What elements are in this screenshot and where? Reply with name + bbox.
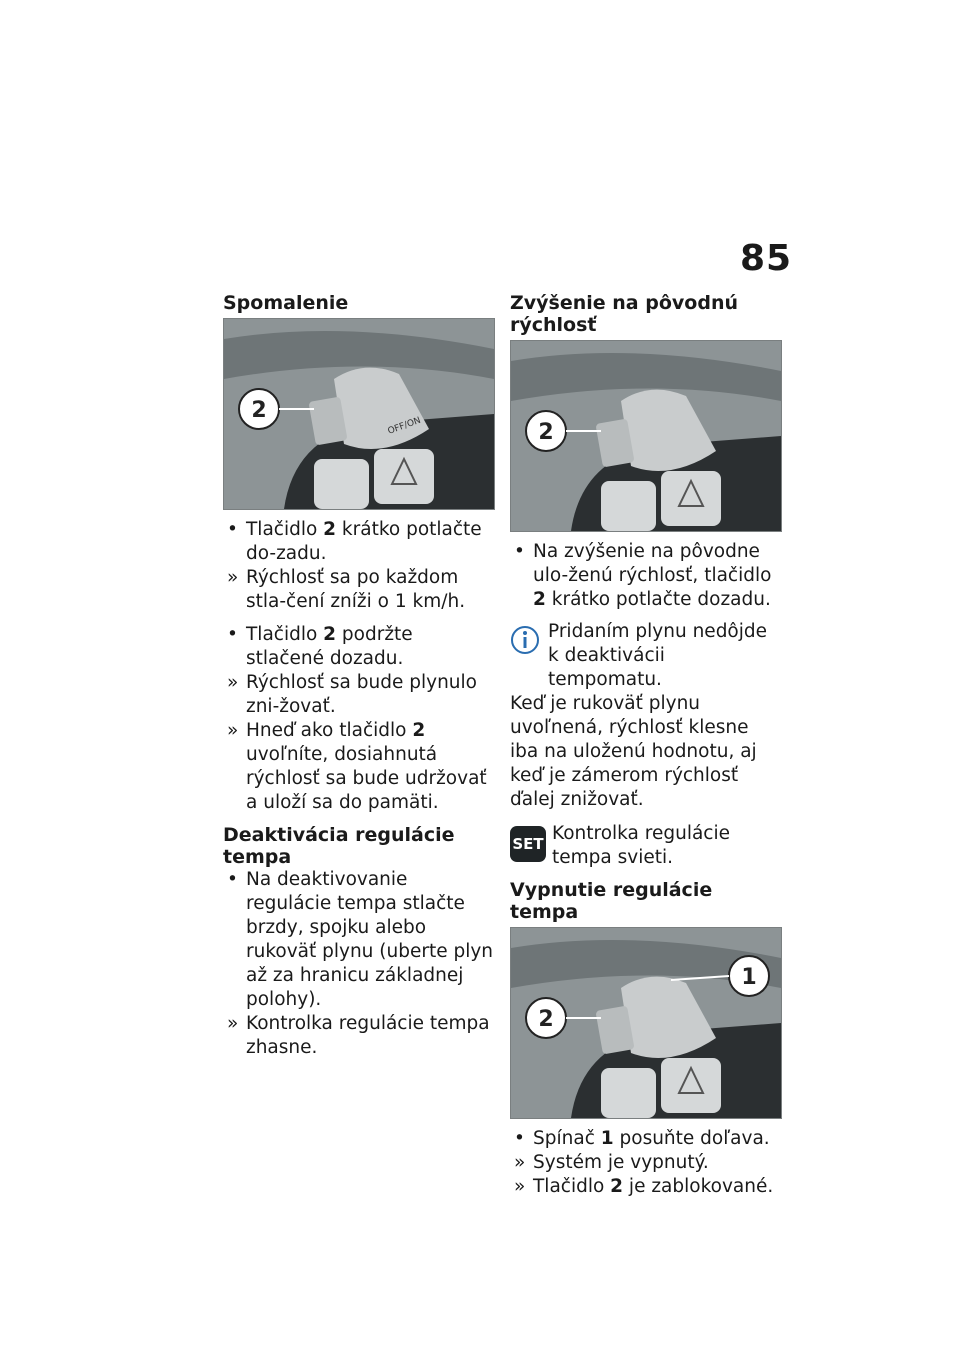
callout-1: 1 xyxy=(741,965,757,990)
page-number: 85 xyxy=(740,238,793,279)
callout-2: 2 xyxy=(538,1007,554,1032)
list-item: » Kontrolka regulácie tempa zhasne. xyxy=(227,1013,490,1058)
set-indicator-note xyxy=(510,822,782,870)
list-item: » Systém je vypnutý. xyxy=(514,1152,709,1173)
note-first: Pridaním plynu nedôjde k deaktivácii tempomatu. xyxy=(548,621,768,690)
list-item: » Hneď ako tlačidlo 2 uvoľníte, dosiahnutá rýchlosť sa bude udržovať a uloží sa do pamäti. xyxy=(227,720,487,813)
section-title-vypnutie: Vypnutie regulácie tempa xyxy=(510,879,713,923)
handlebar-figure-3 xyxy=(510,927,782,1119)
section-title-deaktivacia: Deaktivácia regulácie tempa xyxy=(223,824,455,868)
section-title-spomalenie: Spomalenie xyxy=(223,292,349,314)
list-item: • Na zvýšenie na pôvodne ulo-ženú rýchlosť, tlačidlo 2 krátko potlačte dozadu. xyxy=(514,541,772,610)
handlebar-figure-1 xyxy=(223,318,495,510)
info-note xyxy=(510,620,782,812)
switch-label: OFF/ON xyxy=(386,415,423,437)
info-icon xyxy=(510,622,540,665)
note-rest: Keď je rukoväť plynu uvoľnená, rýchlosť klesne iba na uloženú hodnotu, aj keď je zámerom rýchlosť ďalej znižovať. xyxy=(510,693,757,810)
list-item: » Rýchlosť sa bude plynulo zni-žovať. xyxy=(227,672,477,717)
list-item: • Spínač 1 posuňte doľava. xyxy=(514,1128,770,1149)
callout-2: 2 xyxy=(538,420,554,445)
list-item: • Na deaktivovanie regulácie tempa stlačte brzdy, spojku alebo rukoväť plynu (uberte plyn až za hranicu základnej polohy). xyxy=(227,869,494,1010)
section-title-zvysenie: Zvýšenie na pôvodnú rýchlosť xyxy=(510,292,738,336)
list-item: » Tlačidlo 2 je zablokované. xyxy=(514,1176,774,1197)
set-note: Kontrolka regulácie tempa svieti. xyxy=(552,823,730,868)
handlebar-figure-2 xyxy=(510,340,782,532)
list-item: » Rýchlosť sa po každom stla-čení zníži o 1 km/h. xyxy=(227,567,466,612)
callout-2: 2 xyxy=(251,398,267,423)
list-item: • Tlačidlo 2 podržte stlačené dozadu. xyxy=(227,624,413,669)
list-item: • Tlačidlo 2 krátko potlačte do-zadu. xyxy=(227,519,482,564)
set-indicator-icon: SET xyxy=(510,826,546,862)
left-column xyxy=(223,292,495,1060)
right-column xyxy=(510,292,782,1199)
